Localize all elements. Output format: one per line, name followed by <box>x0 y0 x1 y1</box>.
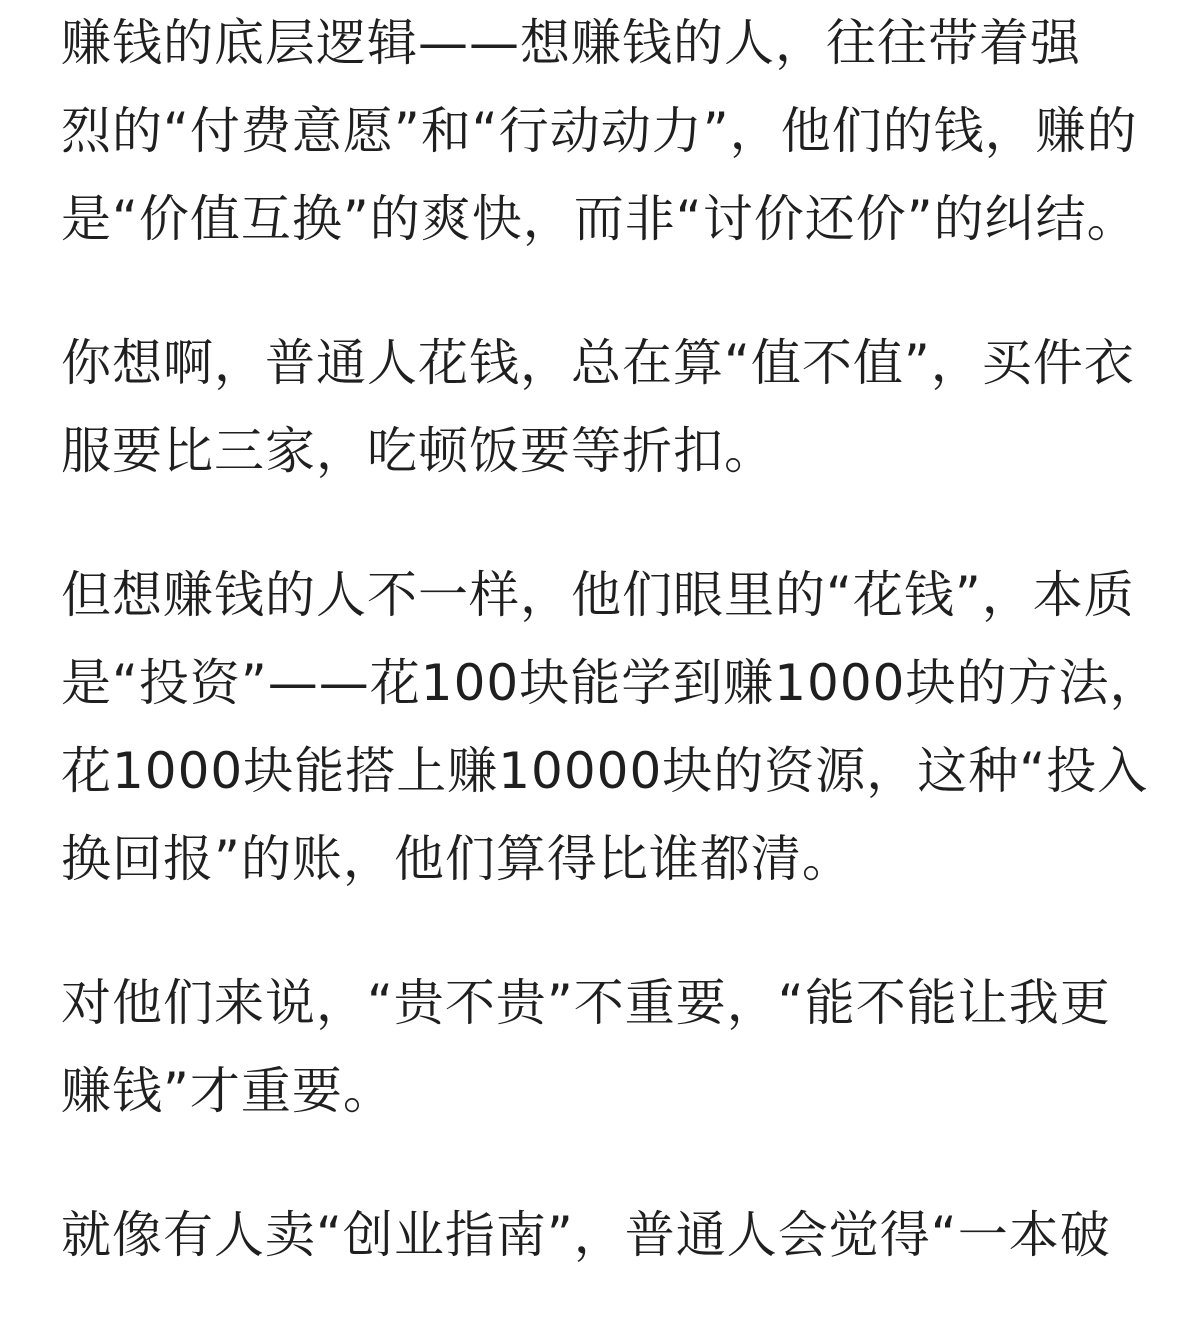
text-line: 换回报”的账，他们算得比谁都清。 <box>61 830 853 888</box>
text-line: 但想赚钱的人不一样，他们眼里的“花钱”，本质 <box>61 566 1135 624</box>
text-line: 烈的“付费意愿”和“行动动力”，他们的钱，赚的 <box>61 102 1138 160</box>
text-line: 花1000块能搭上赚10000块的资源，这种“投入 <box>61 742 1149 800</box>
paragraph-2 <box>61 319 1135 495</box>
text-line: 赚钱”才重要。 <box>61 1062 394 1120</box>
paragraph-3 <box>61 551 1161 903</box>
text-line: 赚钱的底层逻辑——想赚钱的人，往往带着强 <box>61 14 1081 72</box>
text-line: 是“价值互换”的爽快，而非“讨价还价”的纠结。 <box>61 190 1138 248</box>
text-line: 是“投资”——花100块能学到赚1000块的方法， <box>61 654 1161 712</box>
text-line: 你想啊，普通人花钱，总在算“值不值”，买件衣 <box>61 334 1135 392</box>
article-body <box>61 0 1161 1335</box>
text-line: 就像有人卖“创业指南”，普通人会觉得“一本破 <box>61 1206 1111 1264</box>
paragraph-1 <box>61 0 1138 263</box>
text-line: 对他们来说，“贵不贵”不重要，“能不能让我更 <box>61 974 1111 1032</box>
paragraph-5 <box>61 1191 1123 1279</box>
text-line: 服要比三家，吃顿饭要等折扣。 <box>61 422 775 480</box>
paragraph-4 <box>61 959 1123 1135</box>
